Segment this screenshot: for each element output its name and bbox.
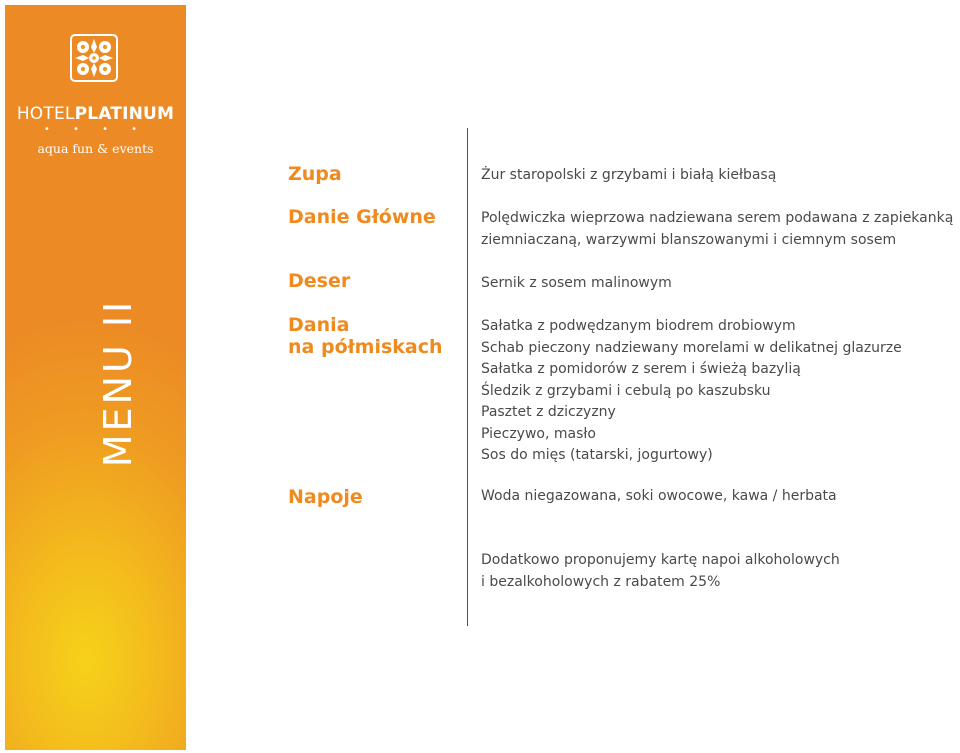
vertical-divider [467, 128, 468, 626]
items-danie-glowne [481, 208, 953, 251]
menu-item: Schab pieczony nadziewany morelami w delikatnej glazurze [481, 339, 902, 356]
category-napoje: Napoje [288, 486, 363, 508]
brand-name-light: HOTEL [16, 104, 75, 124]
menu-item: Sałatka z pomidorów z serem i świeżą bazylią [481, 361, 801, 377]
category-dania-line-2: na półmiskach [288, 336, 443, 358]
category-zupa: Zupa [288, 163, 342, 185]
menu-item: Polędwiczka wieprzowa nadziewana serem podawana z zapiekanką [481, 210, 954, 226]
extra-offer-note [481, 550, 840, 593]
menu-item: Żur staropolski z grzybami i białą kiełbasą [481, 167, 777, 183]
brand-name-bold: PLATINUM [74, 104, 175, 124]
menu-item: Woda niegazowana, soki owocowe, kawa / herbata [481, 488, 837, 504]
items-zupa [481, 165, 776, 187]
menu-item: ziemniaczaną, warzywmi blanszowanymi i ciemnym sosem [481, 231, 897, 248]
menu-item: Sałatka z podwędzanym biodrem drobiowym [481, 318, 796, 334]
category-deser: Deser [288, 270, 351, 292]
menu-item: Sernik z sosem malinowym [481, 275, 672, 291]
category-dania-line-1: Dania [288, 314, 350, 336]
orange-side-panel [5, 5, 186, 750]
menu-item: Śledzik z grzybami i cebulą po kaszubsku [481, 382, 771, 399]
hotel-brand-name [5, 104, 186, 124]
brand-dots: • • • • [43, 124, 148, 135]
menu-item: Pieczywo, masło [481, 425, 596, 442]
items-dania-na-polmiskach [481, 316, 902, 467]
floral-ornament-icon [69, 33, 119, 83]
menu-item: Sos do mięs (tatarski, jogurtowy) [481, 447, 713, 463]
brand-tagline: aqua fun & events [37, 141, 154, 156]
extra-offer-line: i bezalkoholowych z rabatem 25% [481, 573, 721, 590]
menu-title: MENU II [96, 298, 140, 468]
items-napoje [481, 486, 837, 508]
items-deser [481, 273, 672, 295]
category-dania-na-polmiskach [288, 314, 443, 358]
category-danie-glowne: Danie Główne [288, 206, 436, 228]
extra-offer-line: Dodatkowo proponujemy kartę napoi alkoholowych [481, 552, 840, 568]
menu-item: Pasztet z dziczyzny [481, 404, 616, 420]
